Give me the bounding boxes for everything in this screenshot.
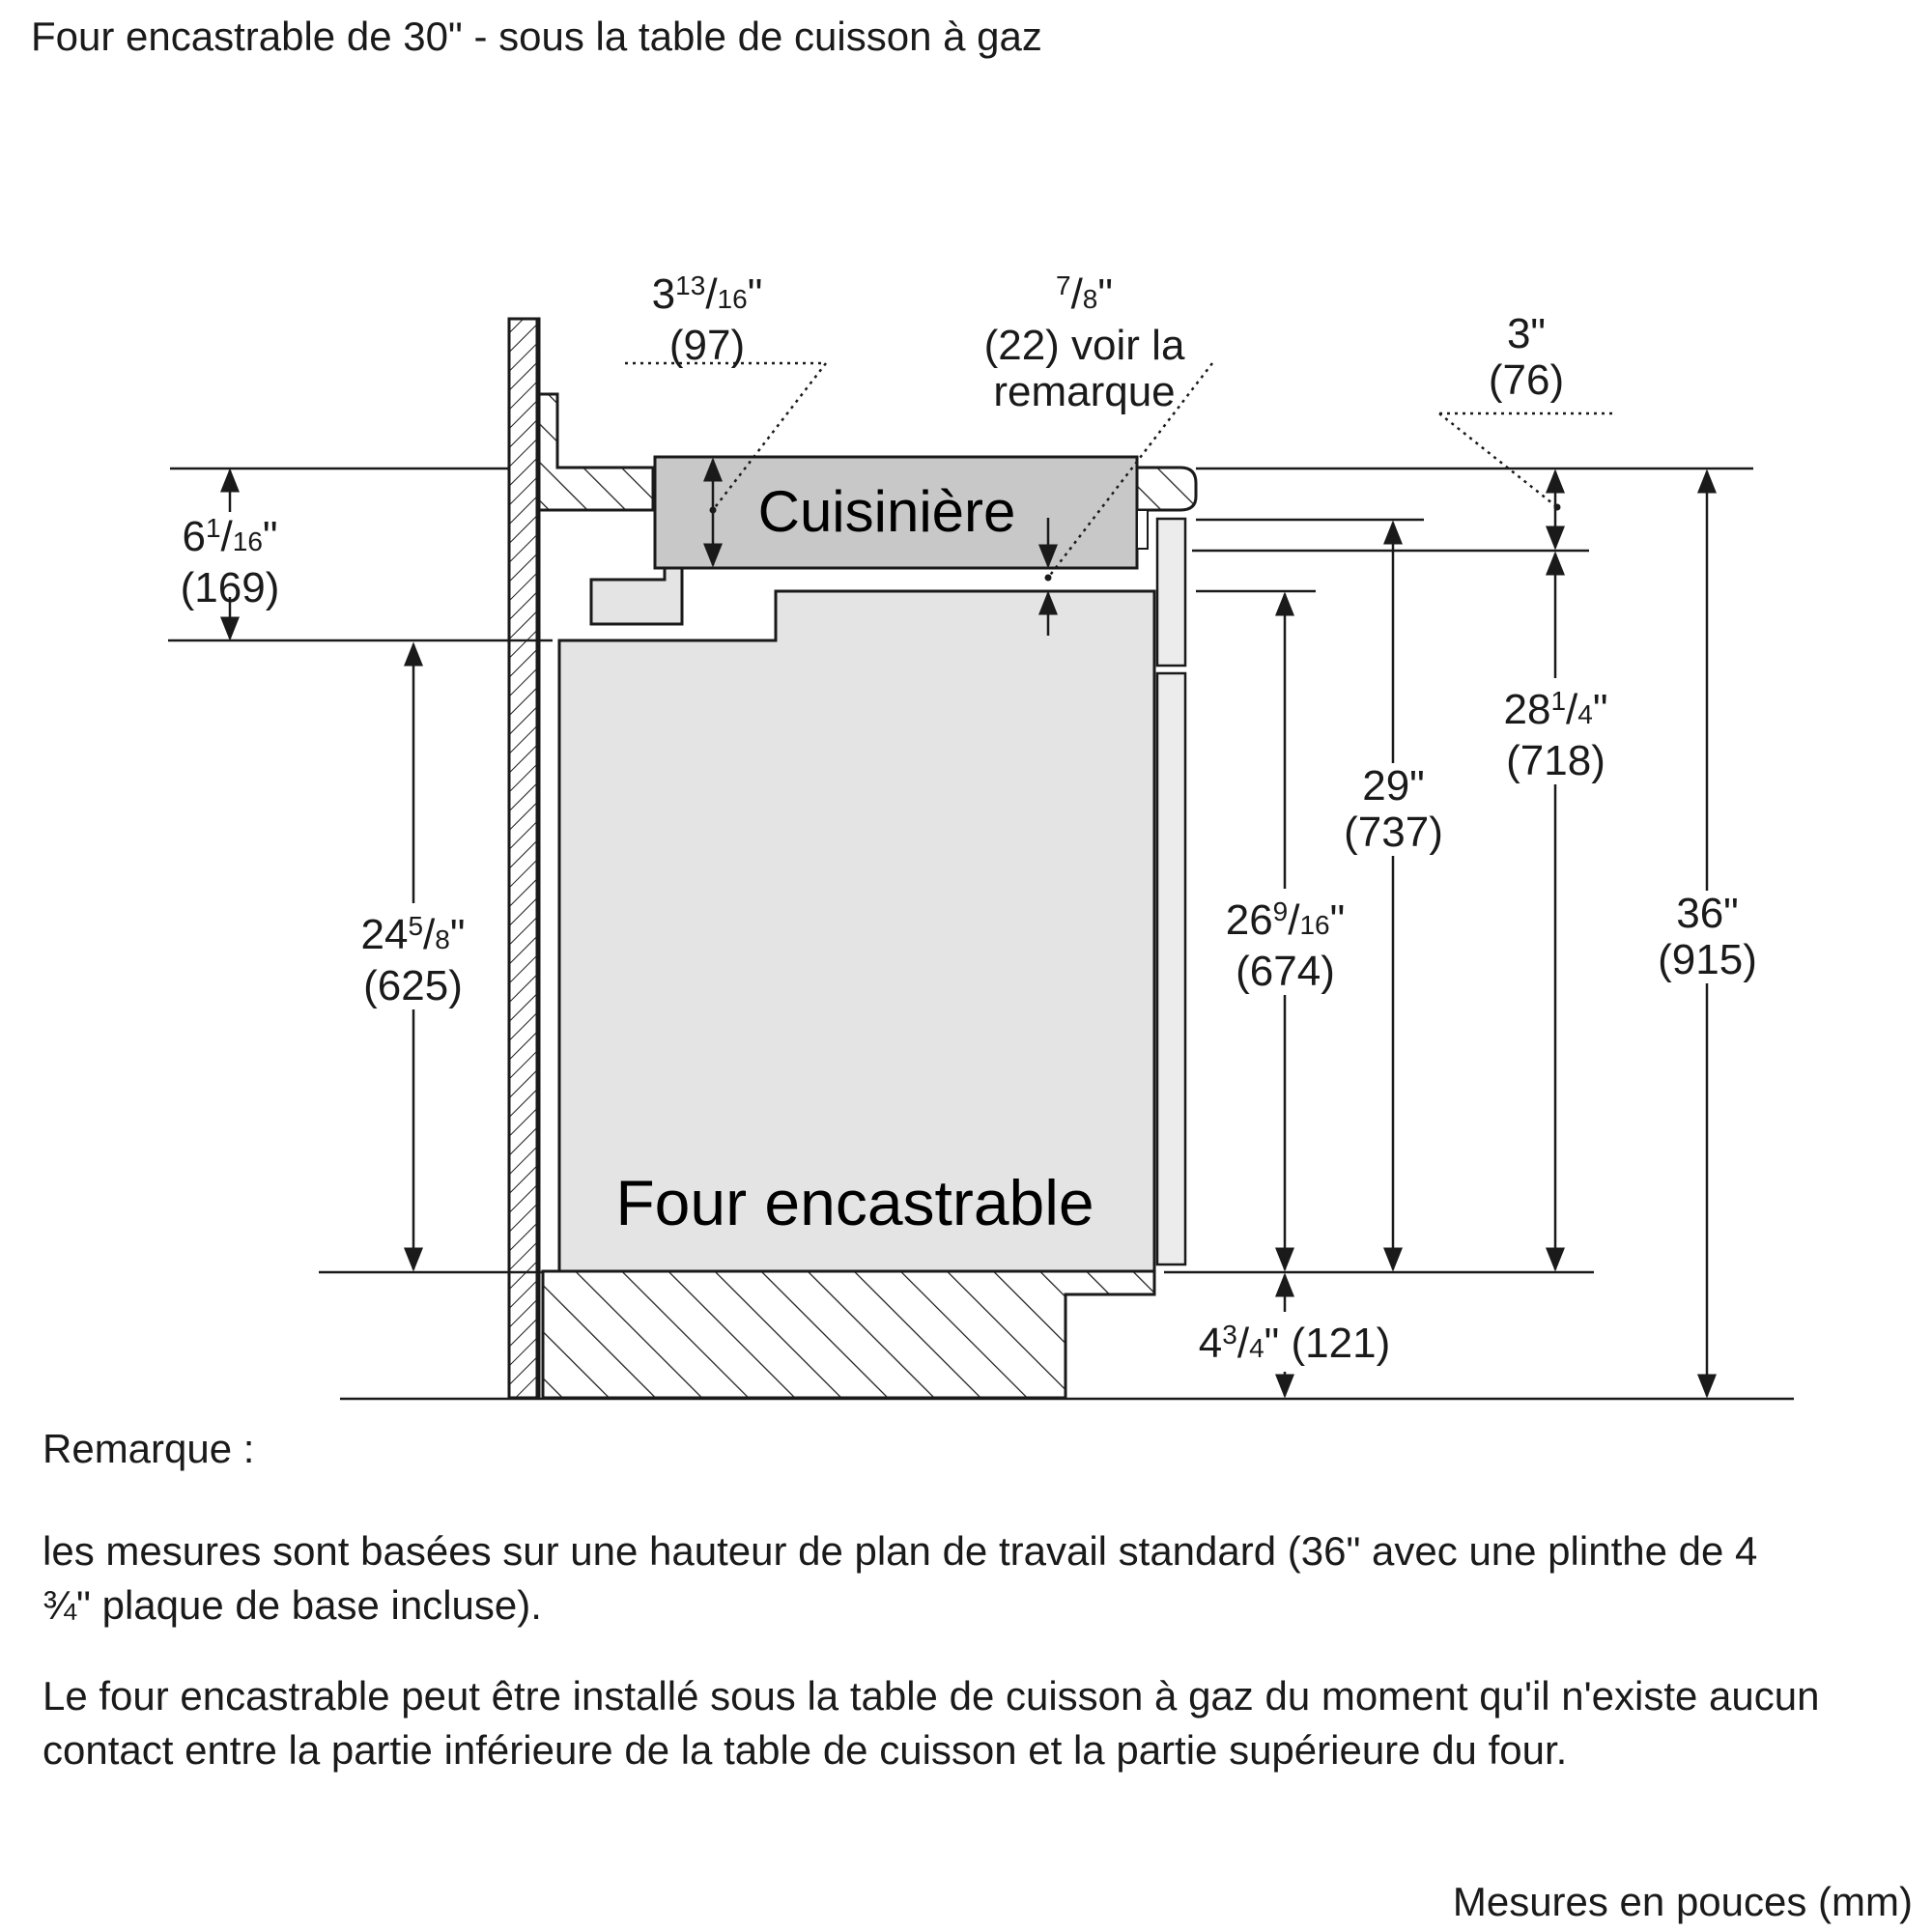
dim-29: 29" (737) xyxy=(1338,763,1449,856)
note-paragraph-2: Le four encastrable peut être installé sous la table de cuisson à gaz du moment qu'il n'existe aucun contact entre la partie inférieure de la table de cuisson et la partie supérieure du four. xyxy=(43,1673,1820,1773)
oven-label: Four encastrable xyxy=(615,1167,1094,1238)
dim-4-3-4: $4^3/4$" (121) xyxy=(1188,1312,1401,1372)
countertop-right xyxy=(1136,468,1196,510)
wall xyxy=(509,319,539,1398)
dim-3: 3" (76) xyxy=(1488,310,1565,404)
dim-28-1-4: $28^1/4$" (718) xyxy=(1486,678,1626,784)
dim-26-9-16: $26^9/16$" (674) xyxy=(1206,889,1365,995)
dim-36: 36" (915) xyxy=(1652,891,1763,983)
countertop-left xyxy=(539,394,653,510)
plinth-base xyxy=(543,1271,1154,1398)
units-footer: Mesures en pouces (mm) xyxy=(1452,1879,1913,1924)
dim-24-5-8: $24^5/8$" (625) xyxy=(333,903,493,1009)
note-paragraph-1: les mesures sont basées sur une hauteur de plan de travail standard (36" avec une plinthe de 4 ¾" plaque de base incluse). xyxy=(43,1528,1758,1628)
dim-6-1-16: $6^1/16$" (169) xyxy=(180,513,280,611)
dim-3-13-16: $3^{13}/16$" (97) xyxy=(651,270,763,369)
cooktop-label: Cuisinière xyxy=(757,479,1016,544)
note-heading: Remarque : xyxy=(43,1426,255,1471)
page-title: Four encastrable de 30" - sous la table de cuisson à gaz xyxy=(31,14,1042,59)
dim-7-8: $^7$/8" (22) voir la remarque xyxy=(983,270,1185,415)
oven xyxy=(559,519,1185,1271)
